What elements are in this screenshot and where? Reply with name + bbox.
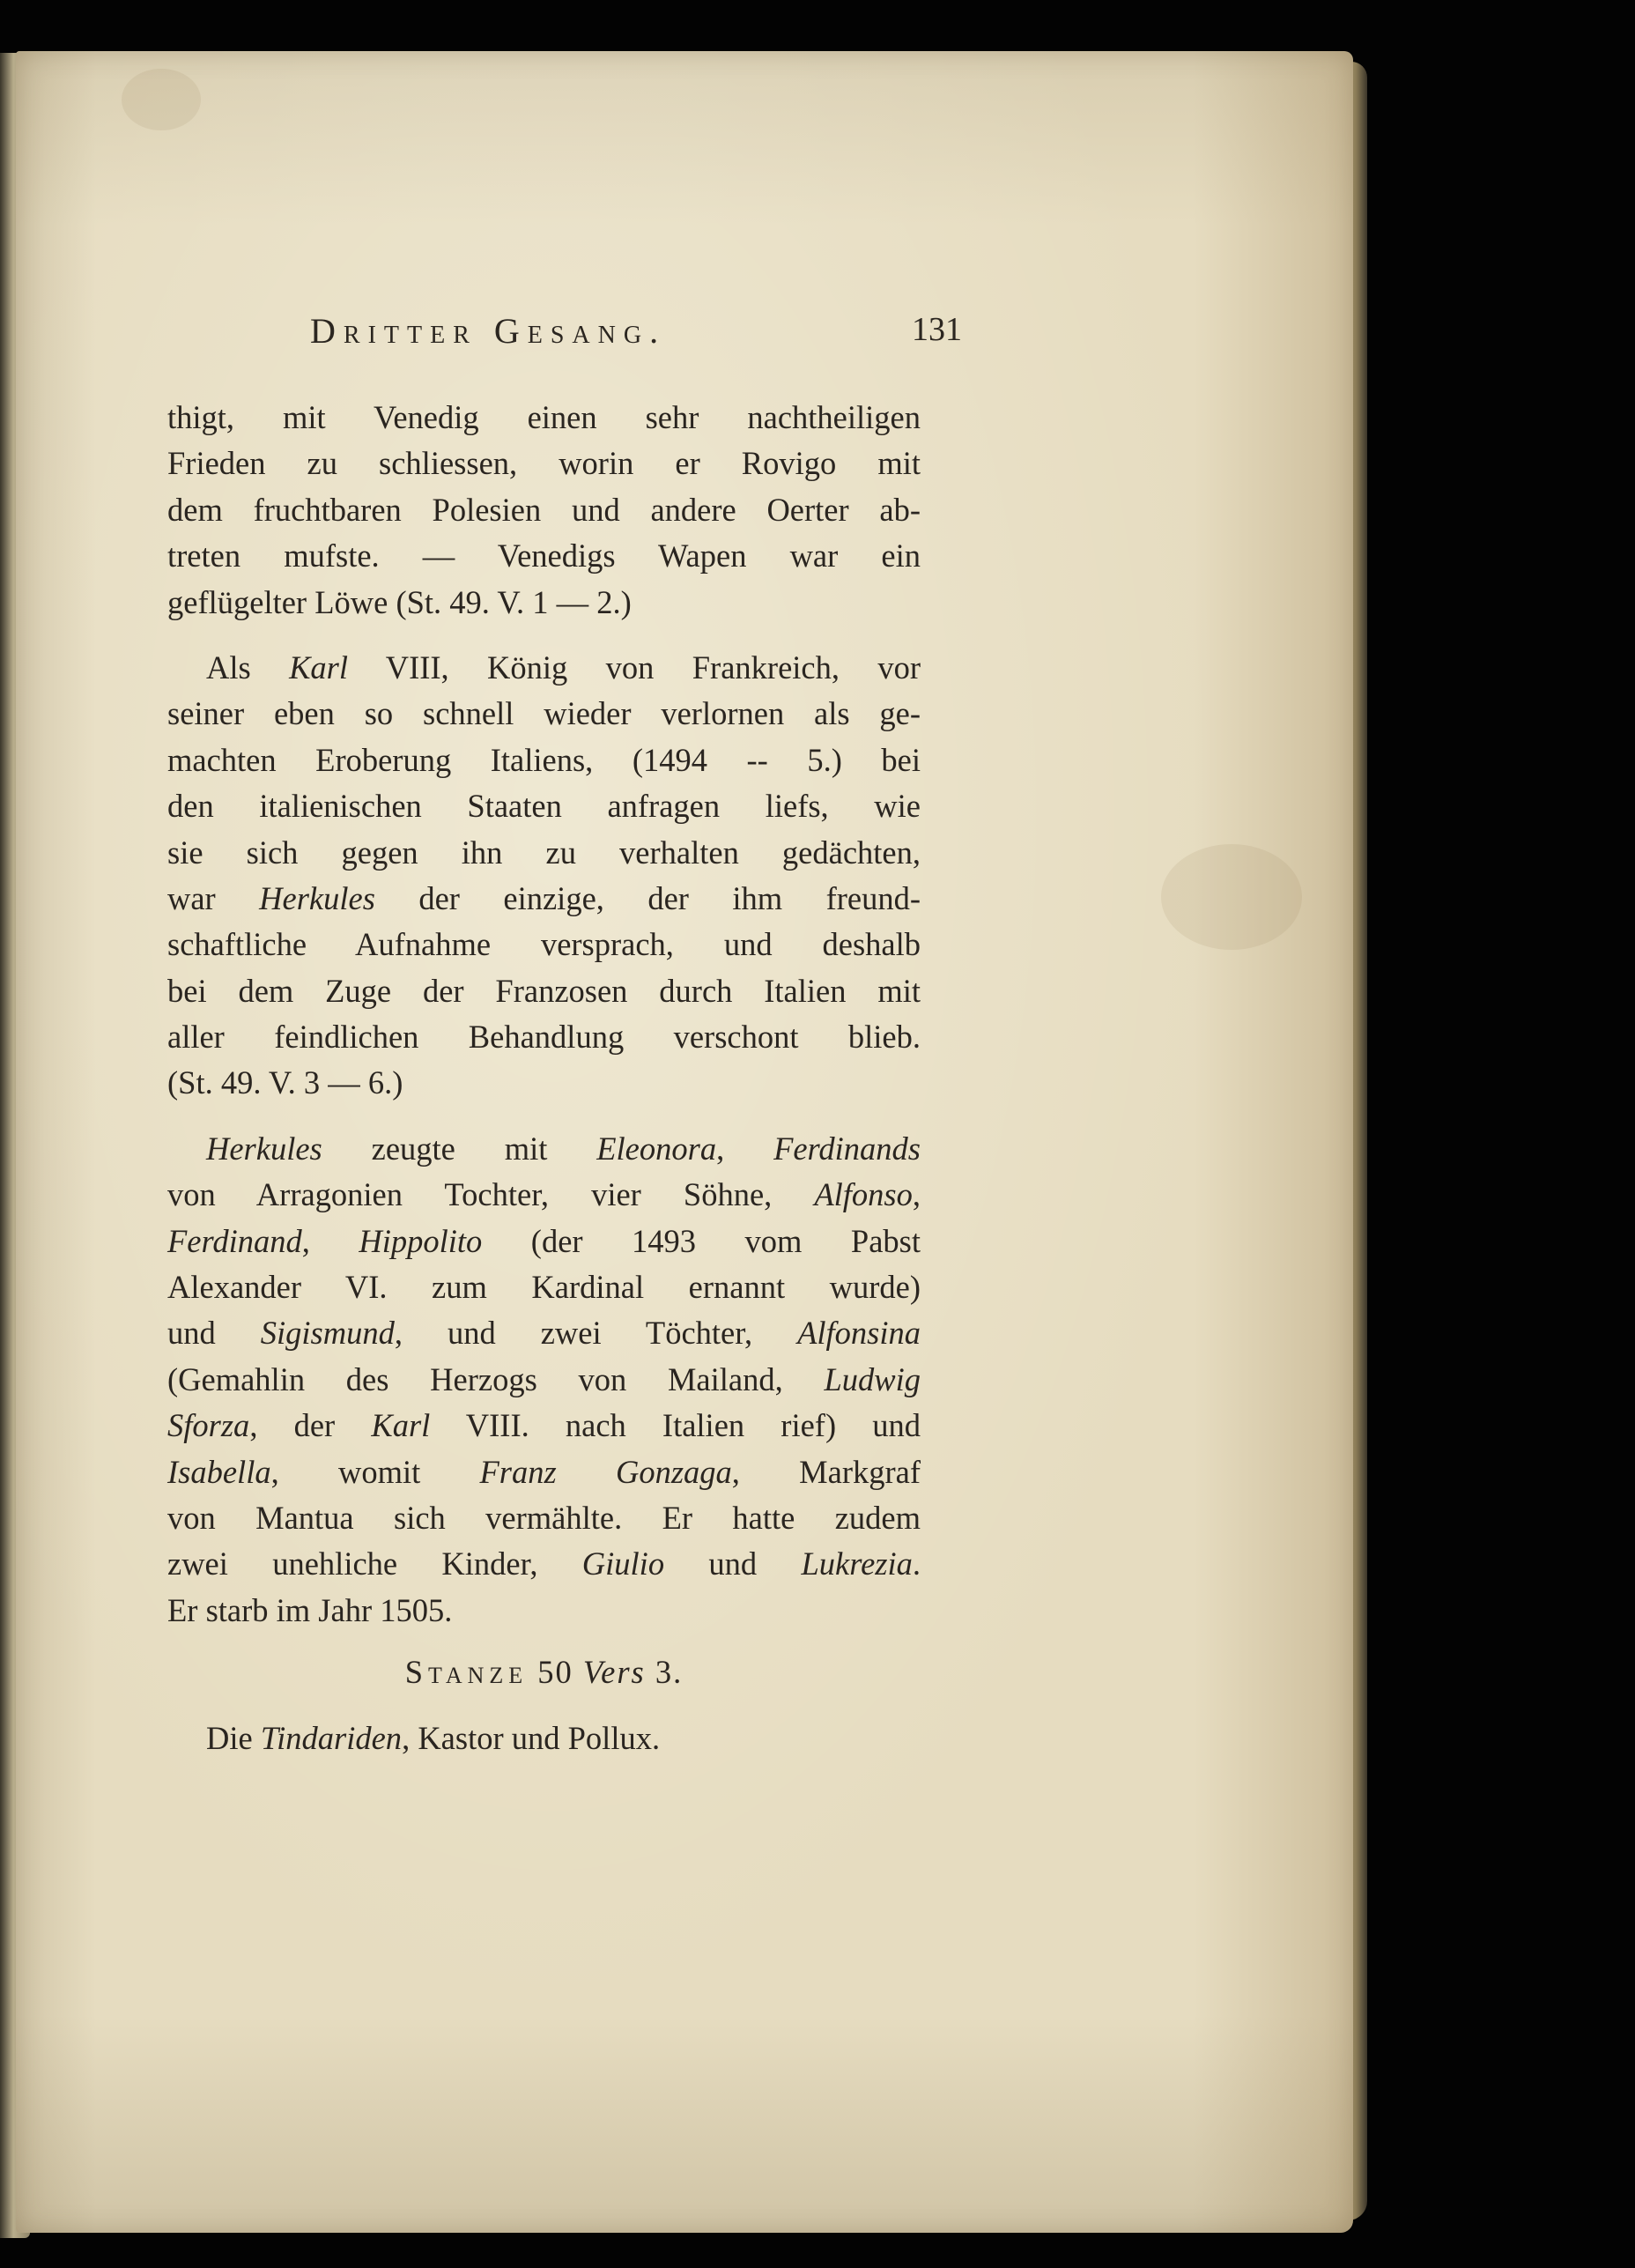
text-run: (Gemahlin des Herzogs von Mailand, [167,1360,825,1397]
text-run: (St. 49. V. 3 — 6.) [167,1064,403,1101]
text-run: . [912,1545,921,1582]
text-run: , [301,1222,359,1259]
paper-stain [122,69,201,130]
text-line [167,922,921,967]
italic-text: Herkules [206,1130,322,1167]
text-line [167,1449,921,1495]
text-run: geflügelter Löwe (St. 49. V. 1 — 2.) [167,583,632,620]
text-run: den italienischen Staaten anfragen liefs, wie [167,788,921,825]
text-line [167,441,921,486]
running-head [310,310,962,354]
text-run: machten Eroberung Italiens, (1494 -- 5.) bei [167,741,921,778]
verse-number: 3. [655,1654,684,1691]
paper-stain [1161,844,1302,950]
text-line [167,737,921,783]
page-number: 131 [912,311,962,348]
text-line [167,830,921,876]
italic-text: Franz Gonzaga [479,1453,732,1490]
text-run: treten mufste. — Venedigs Wapen war ein [167,537,921,574]
italic-text: Giulio [581,1545,665,1582]
italic-text: Ferdinand [167,1222,302,1259]
text-run: VIII, König von Frankreich, vor [348,649,921,686]
paragraph [167,1126,921,1634]
italic-text: Sforza [167,1407,250,1444]
text-line [167,1060,921,1106]
stanza-heading [167,1649,921,1695]
text-line [167,1310,921,1356]
italic-text: Alfonsina [797,1315,921,1352]
text-run: , [912,1176,921,1213]
text-line [167,1357,921,1403]
italic-text: Tindariden [260,1719,403,1756]
text-run: Alexander VI. zum Kardinal ernannt wurde) [167,1269,921,1306]
text-run: bei dem Zuge der Franzosen durch Italien mit [167,972,921,1009]
text-line [167,395,921,441]
text-run: aller feindlichen Behandlung verschont blieb. [167,1019,921,1056]
text-line [167,691,921,737]
text-run: , Kastor und Pollux. [402,1719,661,1756]
text-run: war [167,879,260,916]
italic-text: Herkules [259,879,375,916]
verse-label: Vers [582,1654,646,1691]
text-line [167,876,921,922]
italic-text: Karl [371,1407,431,1444]
text-line [167,1264,921,1310]
text-run: , [716,1130,774,1167]
text-line [167,645,921,691]
stanza-label: Stanze [404,1654,529,1691]
text-run: sie sich gegen ihn zu verhalten gedächten, [167,834,921,871]
running-head-title: Dritter Gesang. [310,311,667,351]
text-run: und [664,1545,802,1582]
italic-text: Ferdinands [773,1130,921,1167]
text-line [167,1541,921,1587]
text-run: (der 1493 vom Pabst [482,1222,921,1259]
text-run: von Arragonien Tochter, vier Söhne, [167,1176,815,1213]
text-run: und [167,1315,261,1352]
paragraph [167,395,921,626]
text-line [167,487,921,533]
italic-text: Lukrezia [801,1545,913,1582]
text-run: schaftliche Aufnahme versprach, und deshalb [167,926,921,963]
text-line [167,1172,921,1218]
text-line [167,1219,921,1264]
italic-text: Eleonora [596,1130,717,1167]
text-run: zwei unehliche Kinder, [167,1545,582,1582]
text-run: thigt, mit Venedig einen sehr nachtheiligen [167,399,921,435]
text-line [167,533,921,579]
italic-text: Sigismund [260,1315,395,1352]
italic-text: Karl [289,649,349,686]
paragraph-gap [167,1107,921,1126]
text-line [167,1403,921,1449]
text-run: Als [206,649,290,686]
text-line [167,1495,921,1541]
final-line [167,1716,921,1761]
text-run: , Markgraf [731,1453,921,1490]
italic-text: Hippolito [359,1222,483,1259]
text-line [167,1014,921,1060]
text-line [167,580,921,626]
italic-text: Alfonso [814,1176,913,1213]
text-run: , womit [270,1453,480,1490]
text-run: VIII. nach Italien rief) und [430,1407,921,1444]
paragraphs [167,395,921,1634]
text-run: Er starb im Jahr 1505. [167,1591,453,1628]
text-run: Frieden zu schliessen, worin er Rovigo mit [167,445,921,482]
text-run: dem fruchtbaren Polesien und andere Oerter ab- [167,491,921,528]
text-run: , der [249,1407,372,1444]
text-run: von Mantua sich vermählte. Er hatte zudem [167,1499,921,1536]
text-line [167,1126,921,1172]
text-run: Die [206,1719,261,1756]
text-run: zeugte mit [322,1130,597,1167]
text-line [167,1588,921,1634]
text-line [167,968,921,1014]
paragraph-gap [167,626,921,645]
text-run: seiner eben so schnell wieder verlornen als ge- [167,695,921,732]
italic-text: Ludwig [824,1360,921,1397]
text-line [167,783,921,829]
italic-text: Isabella [167,1453,271,1490]
text-run: , und zwei Töchter, [394,1315,798,1352]
body-text [167,395,921,1761]
paragraph [167,645,921,1107]
text-run: der einzige, der ihm freund- [374,879,921,916]
stanza-number: 50 [537,1654,573,1691]
